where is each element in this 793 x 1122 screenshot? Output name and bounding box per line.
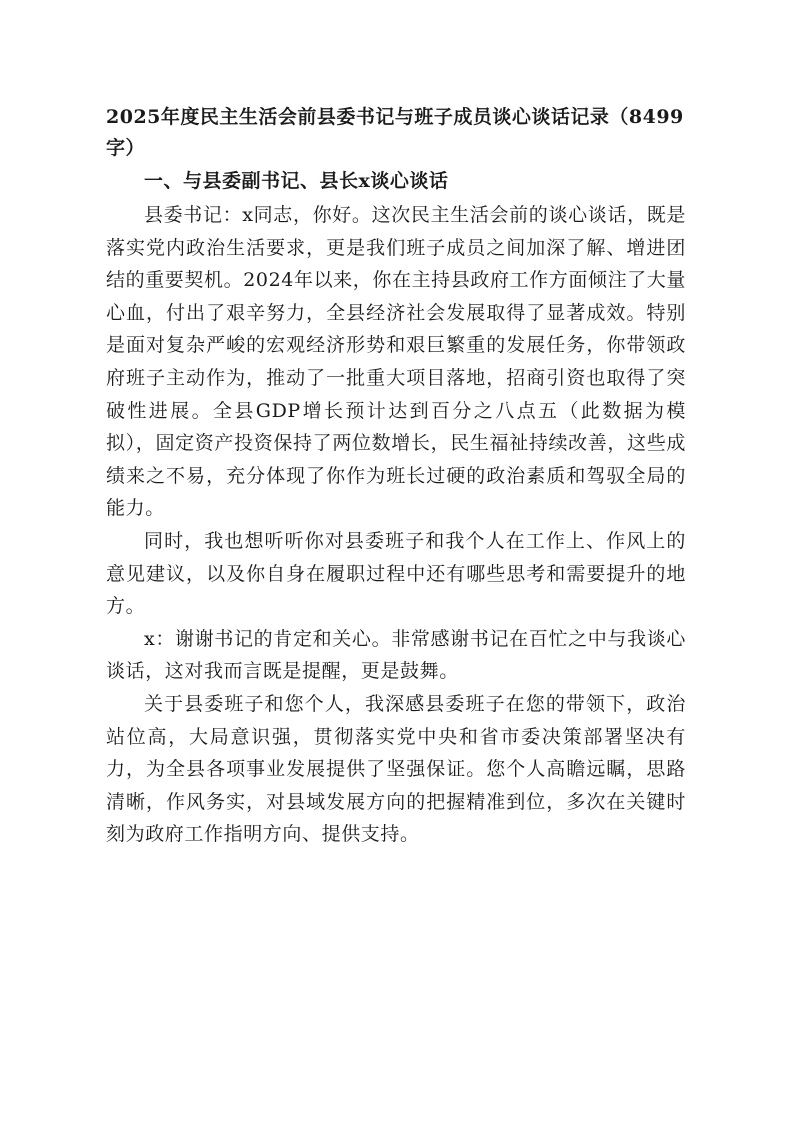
paragraph-2: 同时，我也想听听你对县委班子和我个人在工作上、作风上的意见建议，以及你自身在履职过程中还有哪些思考和需要提升的地方。 [106, 529, 686, 618]
paragraph-3: x：谢谢书记的肯定和关心。非常感谢书记在百忙之中与我谈心谈话，这对我而言既是提醒，更是鼓舞。 [106, 627, 686, 683]
paragraph-4: 关于县委班子和您个人，我深感县委班子在您的带领下，政治站位高，大局意识强，贯彻落实党中央和省市委决策部署坚决有力，为全县各项事业发展提供了坚强保证。您个人高瞻远瞩，思路清晰，作风务实，对县域发展方向的把握精准到位，多次在关键时刻为政府工作指明方向、提供支持。 [106, 692, 686, 846]
section-heading: 一、与县委副书记、县长x谈心谈话 [144, 170, 449, 192]
document-page [106, 102, 686, 851]
document-title: 2025年度民主生活会前县委书记与班子成员谈心谈话记录（8499字） [106, 106, 684, 159]
paragraph-1: 县委书记：x同志，你好。这次民主生活会前的谈心谈话，既是落实党内政治生活要求，更是我们班子成员之间加深了解、增进团结的重要契机。2024年以来，你在主持县政府工作方面倾注了大量心血，付出了艰辛努力，全县经济社会发展取得了显著成效。特别是面对复杂严峻的宏观经济形势和艰巨繁重的发展任务，你带领政府班子主动作为，推动了一批重大项目落地，招商引资也取得了突破性进展。全县GDP增长预计达到百分之八点五（此数据为模拟），固定资产投资保持了两位数增长，民生福祉持续改善，这些成绩来之不易，充分体现了你作为班长过硬的政治素质和驾驭全局的能力。 [106, 204, 686, 520]
